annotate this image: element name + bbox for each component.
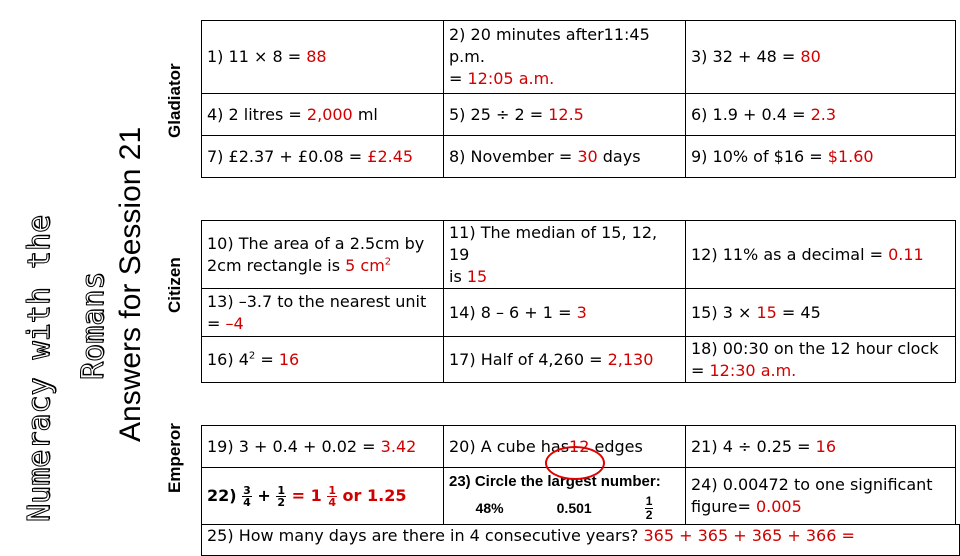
question-24: 24) 0.00472 to one significant figure= 0.005 — [686, 468, 956, 525]
question-7: 7) £2.37 + £0.08 = £2.45 — [202, 136, 444, 178]
question-25: 25) How many days are there in 4 consecutive years? 365 + 365 + 365 + 366 = — [201, 524, 960, 556]
question-11: 11) The median of 15, 12, 19 is 15 — [444, 221, 686, 289]
question-16: 16) $4^2 = 16$ — [202, 337, 444, 383]
question-14: 14) 8 – 6 + 1 = 3 — [444, 289, 686, 337]
question-19: 19) 3 + 0.4 + 0.02 = 3.42 — [202, 426, 444, 468]
option-fraction: $\frac{1}{2}$ — [645, 493, 653, 522]
question-2: 2) 20 minutes after11:45 p.m. = 12:05 a.m. — [444, 21, 686, 94]
fraction: $\frac{1}{2}$ — [277, 483, 286, 509]
title-line-1: Numeracy with the — [22, 214, 57, 522]
question-18: 18) 00:30 on the 12 hour clock = 12:30 a.m. — [686, 337, 956, 383]
question-9: 9) 10% of $16 = $1.60 — [686, 136, 956, 178]
question-13: 13) –3.7 to the nearest unit = –4 — [202, 289, 444, 337]
question-1: 1) 11 × 8 = 88 — [202, 21, 444, 94]
question-22: 22) $\frac{3}{4}$ + $\frac{1}{2}$ = 1 $\frac{1}{4}$ or 1.25 — [202, 468, 444, 525]
gladiator-table — [201, 20, 956, 178]
table-row — [202, 221, 956, 289]
table-row — [202, 337, 956, 383]
question-21: 21) 4 ÷ 0.25 = 16 — [686, 426, 956, 468]
title-line-2: Romans — [76, 271, 111, 380]
question-4: 4) 2 litres = 2,000 ml — [202, 94, 444, 136]
title-line-3: Answers for Session 21 — [114, 126, 147, 442]
fraction: $\frac{3}{4}$ — [243, 483, 251, 509]
question-3: 3) 32 + 48 = 80 — [686, 21, 956, 94]
option-decimal: 0.501 — [556, 500, 592, 516]
question-10: 10) The area of a 2.5cm by 2cm rectangle is 5 $cm^2$ — [202, 221, 444, 289]
table-row — [202, 136, 956, 178]
question-12: 12) 11% as a decimal = 0.11 — [686, 221, 956, 289]
table-row — [202, 21, 956, 94]
option-percent: 48% — [475, 500, 504, 516]
question-8: 8) November = 30 days — [444, 136, 686, 178]
question-5: 5) 25 ÷ 2 = 12.5 — [444, 94, 686, 136]
question-15: 15) 3 × 15 = 45 — [686, 289, 956, 337]
question-20: 20) A cube has12 edges — [444, 426, 686, 468]
question-6: 6) 1.9 + 0.4 = 2.3 — [686, 94, 956, 136]
fraction: $\frac{1}{4}$ — [328, 483, 336, 509]
table-row — [202, 289, 956, 337]
answer-circle-mark — [545, 446, 605, 480]
question-23-options — [449, 495, 680, 522]
citizen-table — [201, 220, 956, 383]
question-17: 17) Half of 4,260 = 2,130 — [444, 337, 686, 383]
table-row — [202, 94, 956, 136]
level-label-citizen: Citizen — [165, 257, 184, 313]
level-label-gladiator: Gladiator — [165, 63, 184, 138]
question-23-title: 23) Circle the largest number: — [449, 472, 661, 490]
level-label-emperor: Emperor — [165, 423, 184, 493]
